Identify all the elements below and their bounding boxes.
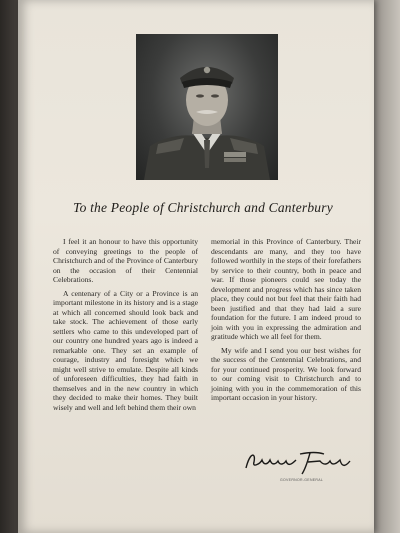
signature-image (240, 446, 360, 476)
letter-heading: To the People of Christchurch and Canterbury (73, 200, 333, 215)
left-column (53, 237, 198, 416)
paragraph: A centenary of a City or a Province is an important milestone in its history and is a stage at which all concerned should look back and take stock. The achievement of those early settlers who came to this undeveloped part of our country one hundred years ago is indeed a remarkable one. They set an example of courage, industry and foresight which we might well strive to emulate. Despite all kinds of unforeseen difficulties, they had faith in themselves and in the new country in which they decided to make their homes. They built wisely and well and left behind them their own (53, 288, 198, 412)
right-column (211, 237, 361, 407)
paragraph: My wife and I send you our best wishes for the success of the Centennial Celebrations, and for your continued prosperity. We look forward to our coming visit to Christchurch and to joining with you in the commemoration of this important occasion in your history. (211, 345, 361, 402)
paragraph: memorial in this Province of Canterbury. Their descendants are many, and they too have followed worthily in the steps of their forefathers by service to their country, both in peace and war. If those pioneers could see today the development and progress which has since taken place, they could not but feel that their faith had been justified and that they had laid a sure foundation for the future. I am indeed proud to join with you in expressing the admiration and gratitude which we all feel for them. (211, 237, 361, 341)
document-page (18, 0, 374, 533)
portrait-figure (136, 34, 278, 180)
portrait-photo (136, 34, 278, 180)
signature-title: GOVERNOR-GENERAL (280, 478, 324, 482)
background-right (370, 0, 400, 533)
paragraph: I feel it an honour to have this opportunity of conveying greetings to the people of Christchurch and of the Province of Canterbury on the occasion of their Centennial Celebrations. (53, 237, 198, 284)
